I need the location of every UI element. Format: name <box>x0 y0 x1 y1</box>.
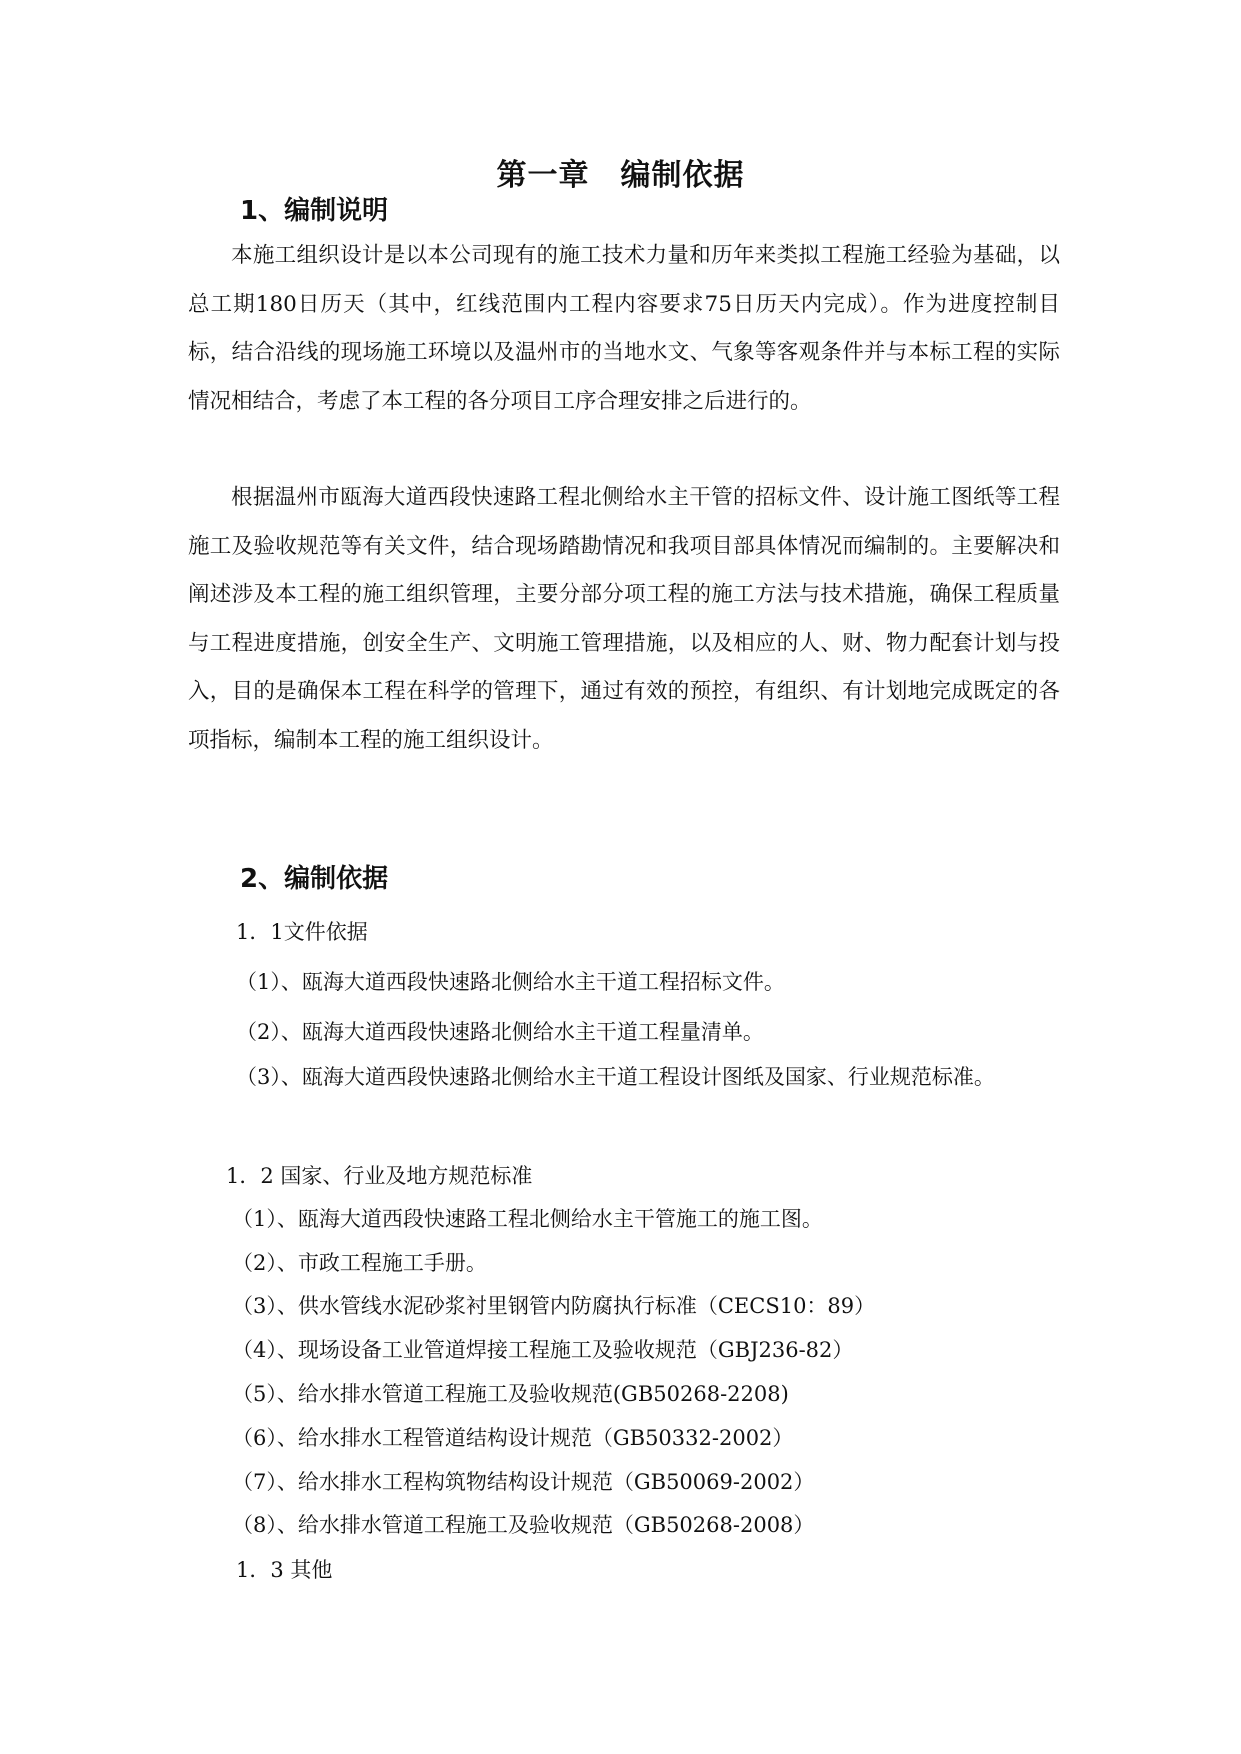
list-item: （2）、市政工程施工手册。 <box>232 1251 487 1275</box>
list-item: （1）、瓯海大道西段快速路工程北侧给水主干管施工的施工图。 <box>232 1207 823 1231</box>
subsection-title-1-1: 1．1文件依据 <box>236 920 368 944</box>
list-item: （1）、瓯海大道西段快速路北侧给水主干道工程招标文件。 <box>236 970 785 994</box>
paragraph-1: 本施工组织设计是以本公司现有的施工技术力量和历年来类拟工程施工经验为基础，以总工期180日历天（其中，红线范围内工程内容要求75日历天内完成）。作为进度控制目标，结合沿线的现场施工环境以及温州市的当地水文、气象等客观条件并与本标工程的实际情况相结合，考虑了本工程的各分项目工序合理安排之后进行的。 <box>188 243 1060 414</box>
section-heading-2: 2、编制依据 <box>240 864 389 894</box>
list-item: （5）、给水排水管道工程施工及验收规范(GB50268-2208) <box>232 1382 789 1406</box>
subsection-title-1-3: 1．3 其他 <box>236 1558 333 1582</box>
section-heading-1: 1、编制说明 <box>240 196 389 226</box>
subsection-title-1-2: 1．2 国家、行业及地方规范标准 <box>226 1164 533 1188</box>
list-item: （6）、给水排水工程管道结构设计规范（GB50332-2002） <box>232 1426 794 1450</box>
list-item: （8）、给水排水管道工程施工及验收规范（GB50268-2008） <box>232 1513 815 1537</box>
list-item: （3）、瓯海大道西段快速路北侧给水主干道工程设计图纸及国家、行业规范标准。 <box>236 1065 995 1089</box>
list-item: （7）、给水排水工程构筑物结构设计规范（GB50069-2002） <box>232 1470 815 1494</box>
chapter-title: 第一章 编制依据 <box>496 158 745 193</box>
list-item: （2）、瓯海大道西段快速路北侧给水主干道工程量清单。 <box>236 1020 764 1044</box>
list-item: （3）、供水管线水泥砂浆衬里钢管内防腐执行标准（CECS10：89） <box>232 1294 876 1318</box>
list-item: （4）、现场设备工业管道焊接工程施工及验收规范（GBJ236-82） <box>232 1338 854 1362</box>
paragraph-2: 根据温州市瓯海大道西段快速路工程北侧给水主干管的招标文件、设计施工图纸等工程施工及验收规范等有关文件，结合现场踏勘情况和我项目部具体情况而编制的。主要解决和阐述涉及本工程的施工组织管理，主要分部分项工程的施工方法与技术措施，确保工程质量与工程进度措施，创安全生产、文明施工管理措施，以及相应的人、财、物力配套计划与投入，目的是确保本工程在科学的管理下，通过有效的预控，有组织、有计划地完成既定的各项指标，编制本工程的施工组织设计。 <box>188 485 1060 753</box>
